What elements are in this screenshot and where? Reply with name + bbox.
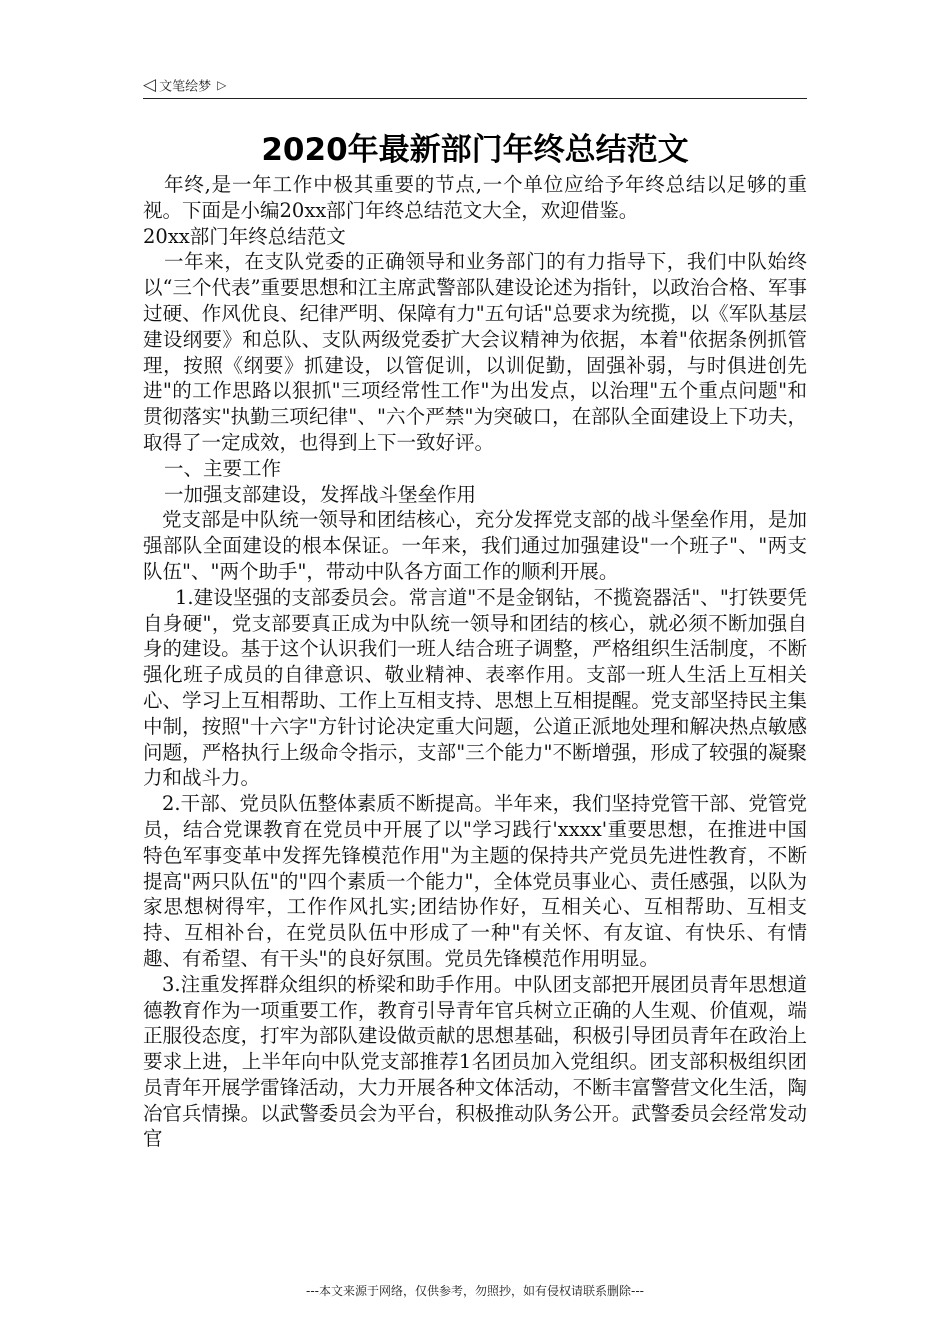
section-subtitle: 20xx部门年终总结范文	[143, 224, 346, 248]
document-title: 2020年最新部门年终总结范文	[261, 132, 689, 168]
body-paragraph: 党支部是中队统一领导和团结核心，充分发挥党支部的战斗堡垒作用，是加强部队全面建设的根本保证。一年来，我们通过加强建设"一个班子"、"两支队伍"、"两个助手"，带动中队各方面工作的顺利开展。	[143, 508, 807, 583]
header-divider	[143, 98, 807, 99]
intro-paragraph: 年终,是一年工作中极其重要的节点,一个单位应给予年终总结以足够的重视。下面是小编20xx部门年终总结范文大全，欢迎借鉴。	[143, 173, 807, 222]
body-paragraph: 3.注重发挥群众组织的桥梁和助手作用。中队团支部把开展团员青年思想道德教育作为一项重要工作，教育引导青年官兵树立正确的人生观、价值观，端正服役态度，打牢为部队建设做贡献的思想基础，积极引导团员青年在政治上要求上进，上半年向中队党支部推荐1名团员加入党组织。团支部积极组织团员青年开展学雷锋活动，大力开展各种文体活动，不断丰富警营文化生活，陶冶官兵情操。以武警委员会为平台，积极推动队务公开。武警委员会经常发动官	[143, 972, 807, 1151]
header-brand: 文笔绘梦	[159, 79, 212, 95]
triangle-left-icon: ◁	[143, 75, 157, 95]
subsection-heading: 一加强支部建设，发挥战斗堡垒作用	[164, 482, 477, 506]
body-paragraph: 2.干部、党员队伍整体素质不断提高。半年来，我们坚持党管干部、党管党员，结合党课教育在党员中开展了以"学习践行'xxxx'重要思想，在推进中国特色军事变革中发挥先锋模范作用"为主题的保持共产党员先进性教育，不断提高"两只队伍"的"四个素质一个能力"，全体党员事业心、责任感强，以队为家思想树得牢，工作作风扎实;团结协作好，互相关心、互相帮助、互相支持、互相补台，在党员队伍中形成了一种"有关怀、有友谊、有快乐、有情趣、有希望、有干头"的良好氛围。党员先锋模范作用明显。	[143, 792, 807, 970]
section-heading: 一、主要工作	[164, 456, 282, 480]
body-paragraph: 一年来，在支队党委的正确领导和业务部门的有力指导下，我们中队始终以“三个代表”重要思想和江主席武警部队建设论述为指针，以政治合格、军事过硬、作风优良、纪律严明、保障有力"五句话"总要求为统揽，以《军队基层建设纲要》和总队、支队两级党委扩大会议精神为依据，本着"依据条例抓管理，按照《纲要》抓建设，以管促训，以训促勤，固强补弱，与时俱进创先进"的工作思路以狠抓"三项经常性工作"为出发点，以治理"五个重点问题"和贯彻落实"执勤三项纪律"、"六个严禁"为突破口，在部队全面建设上下功夫，取得了一定成效，也得到上下一致好评。	[143, 250, 807, 454]
page-footer-notice: ---本文来源于网络，仅供参考，勿照抄，如有侵权请联系删除---	[306, 1284, 644, 1298]
document-body	[143, 172, 807, 1152]
body-paragraph: 1.建设坚强的支部委员会。常言道"不是金钢钻，不揽瓷器活"、"打铁要凭自身硬"，党支部要真正成为中队统一领导和团结的核心，就必须不断加强自身的建设。基于这个认识我们一班人结合班子调整，严格组织生活制度，不断强化班子成员的自律意识、敬业精神、表率作用。支部一班人生活上互相关心、学习上互相帮助、工作上互相支持、思想上互相提醒。党支部坚持民主集中制，按照"十六字"方针讨论决定重大问题，公道正派地处理和解决热点敏感问题，严格执行上级命令指示，支部"三个能力"不断增强，形成了较强的凝聚力和战斗力。	[143, 585, 807, 790]
triangle-right-icon: ▷	[217, 78, 227, 92]
page-header	[143, 75, 806, 97]
